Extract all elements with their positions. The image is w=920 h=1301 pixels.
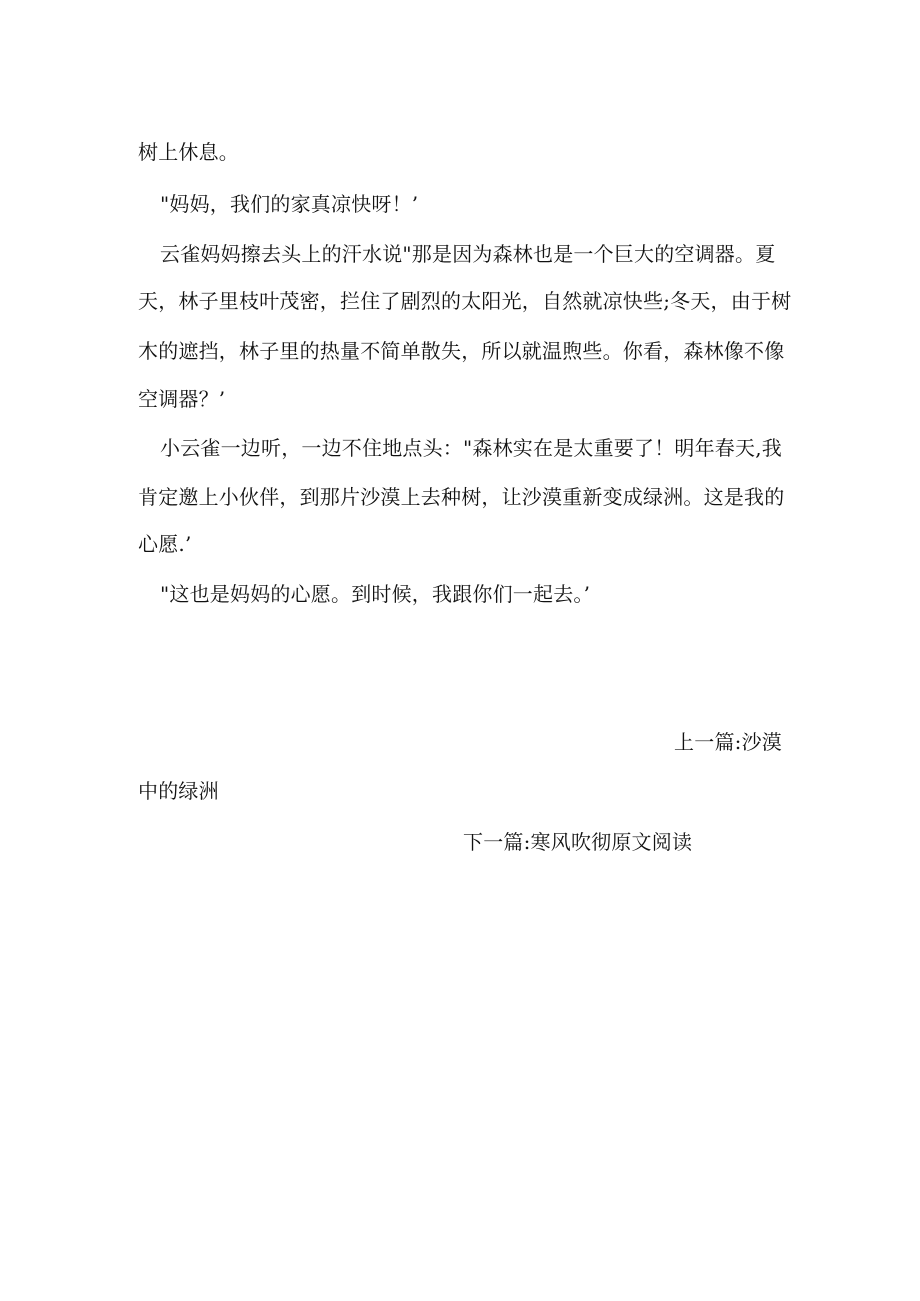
next-link[interactable]: 下一篇:寒风吹彻原文阅读 [463, 830, 693, 854]
previous-link-part1[interactable]: 上一篇:沙漠 [674, 730, 782, 754]
text-line: 树上休息。 [138, 140, 239, 164]
text-line: "妈妈，我们的家真凉快呀！’ [160, 192, 419, 216]
text-line: 小云雀一边听，一边不住地点头："森林实在是太重要了！明年春天,我 [160, 436, 782, 460]
previous-link-part2[interactable]: 中的绿洲 [138, 779, 219, 803]
text-line: 心愿.’ [138, 532, 192, 556]
text-line: 天，林子里枝叶茂密，拦住了剧烈的太阳光，自然就凉快些;冬天，由于树 [138, 289, 792, 313]
text-line: 木的遮挡，林子里的热量不简单散失，所以就温煦些。你看，森林像不像 [138, 339, 785, 363]
text-line: 肯定邀上小伙伴，到那片沙漠上去种树，让沙漠重新变成绿洲。这是我的 [138, 485, 785, 509]
text-line: 云雀妈妈擦去头上的汗水说"那是因为森林也是一个巨大的空调器。夏 [160, 242, 776, 266]
text-line: 空调器？’ [138, 387, 226, 411]
text-line: "这也是妈妈的心愿。到时候，我跟你们一起去。’ [160, 582, 591, 606]
